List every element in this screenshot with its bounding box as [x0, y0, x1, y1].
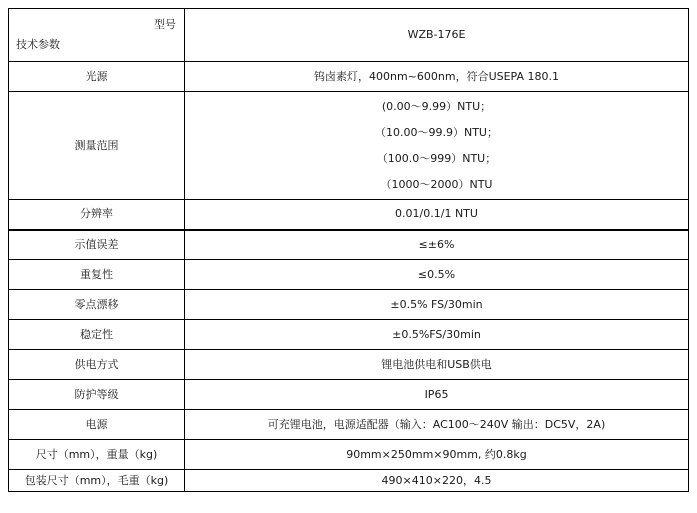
row-label: 电源 — [9, 410, 185, 440]
table-row — [9, 230, 689, 260]
row-label: 光源 — [9, 62, 185, 92]
table-row — [9, 440, 689, 470]
row-value: 490×410×220，4.5 — [185, 470, 689, 492]
table-row — [9, 380, 689, 410]
header-corner-cell — [9, 9, 185, 62]
row-value: 锂电池供电和USB供电 — [185, 350, 689, 380]
range-line: （100.0～999）NTU； — [376, 151, 497, 165]
range-values-cell — [185, 92, 689, 200]
model-value: WZB-176E — [185, 9, 689, 62]
row-value: ±0.5% FS/30min — [185, 290, 689, 320]
row-value: IP65 — [185, 380, 689, 410]
model-header-label: 型号 — [154, 18, 176, 31]
header-row — [9, 9, 689, 62]
table-row — [9, 260, 689, 290]
table-row — [9, 350, 689, 380]
row-label: 防护等级 — [9, 380, 185, 410]
row-value: 90mm×250mm×90mm, 约0.8kg — [185, 440, 689, 470]
row-value: ≤±6% — [185, 230, 689, 260]
table-row — [9, 62, 689, 92]
table-row — [9, 92, 689, 200]
table-row — [9, 200, 689, 230]
table-row — [9, 290, 689, 320]
row-value: ≤0.5% — [185, 260, 689, 290]
row-label: 尺寸（mm），重量（kg) — [9, 440, 185, 470]
table-row — [9, 470, 689, 492]
row-label: 重复性 — [9, 260, 185, 290]
range-line: (0.00～9.99）NTU； — [381, 99, 492, 113]
row-value: 0.01/0.1/1 NTU — [185, 200, 689, 230]
row-label: 测量范围 — [9, 92, 185, 200]
table-row — [9, 410, 689, 440]
range-line: （1000～2000）NTU — [380, 177, 493, 191]
row-label: 示值误差 — [9, 230, 185, 260]
spec-table — [8, 8, 689, 492]
row-label: 供电方式 — [9, 350, 185, 380]
range-line: （10.00～99.9）NTU； — [375, 125, 498, 139]
row-value: 钨卤素灯，400nm~600nm，符合USEPA 180.1 — [185, 62, 689, 92]
row-label: 包装尺寸（mm），毛重（kg) — [9, 470, 185, 492]
row-value: 可充锂电池，电源适配器（输入：AC100～240V 输出：DC5V，2A) — [185, 410, 689, 440]
row-label: 零点漂移 — [9, 290, 185, 320]
spec-header-label: 技术参数 — [16, 38, 60, 51]
row-label: 稳定性 — [9, 320, 185, 350]
row-value: ±0.5%FS/30min — [185, 320, 689, 350]
table-row — [9, 320, 689, 350]
row-label: 分辨率 — [9, 200, 185, 230]
